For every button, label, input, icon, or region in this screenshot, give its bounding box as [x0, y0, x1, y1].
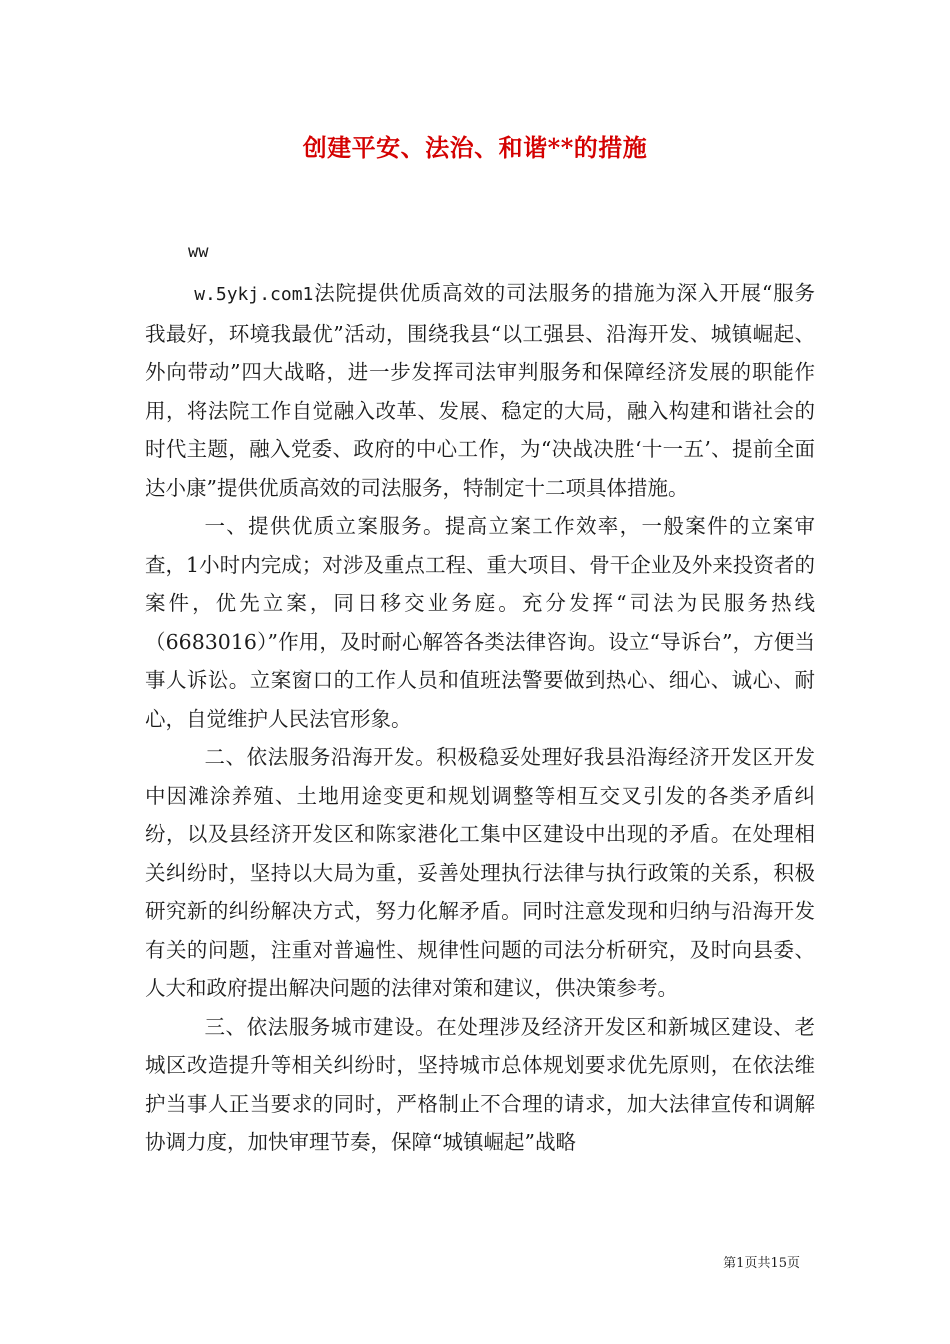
page-number-footer: 第1页共15页: [723, 1256, 800, 1271]
www-prefix: ww: [188, 242, 209, 262]
paragraph-1: 一、提供优质立案服务。提高立案工作效率，一般案件的立案审查，1小时内完成；对涉及重点工程、重大项目、骨干企业及外来投资者的案件，优先立案，同日移交业务庭。充分发挥“司法为民服务热线（6683016）”作用，及时耐心解答各类法律咨询。设立“导诉台”，方便当事人诉讼。立案窗口的工作人员和值班法警要做到热心、细心、诚心、耐心，自觉维护人民法官形象。: [145, 514, 815, 731]
intro-text: 法院提供优质高效的司法服务的措施为深入开展“服务我最好，环境我最优”活动，围绕我县“以工强县、沿海开发、城镇崛起、外向带动”四大战略，进一步发挥司法审判服务和保障经济发展的职能作用，将法院工作自觉融入改革、发展、稳定的大局，融入构建和谐社会的时代主题，融入党委、政府的中心工作，为“决战决胜‘十一五’、提前全面达小康”提供优质高效的司法服务，特制定十二项具体措施。: [145, 281, 815, 500]
intro-url: w.5ykj.com1: [194, 284, 314, 305]
document-body: [145, 274, 815, 1162]
document-title: 创建平安、法治、和谐**的措施: [302, 133, 648, 162]
paragraph-2: 二、依法服务沿海开发。积极稳妥处理好我县沿海经济开发区开发中因滩涂养殖、土地用途变更和规划调整等相互交叉引发的各类矛盾纠纷，以及县经济开发区和陈家港化工集中区建设中出现的矛盾。在处理相关纠纷时，坚持以大局为重，妥善处理执行法律与执行政策的关系，积极研究新的纠纷解决方式，努力化解矛盾。同时注意发现和归纳与沿海开发有关的问题，注重对普遍性、规律性问题的司法分析研究，及时向县委、人大和政府提出解决问题的法律对策和建议，供决策参考。: [145, 745, 815, 1000]
intro-paragraph: [145, 274, 815, 507]
paragraph-3: 三、依法服务城市建设。在处理涉及经济开发区和新城区建设、老城区改造提升等相关纠纷时，坚持城市总体规划要求优先原则，在依法维护当事人正当要求的同时，严格制止不合理的请求，加大法律宣传和调解协调力度，加快审理节奏，保障“城镇崛起”战略: [145, 1014, 815, 1154]
